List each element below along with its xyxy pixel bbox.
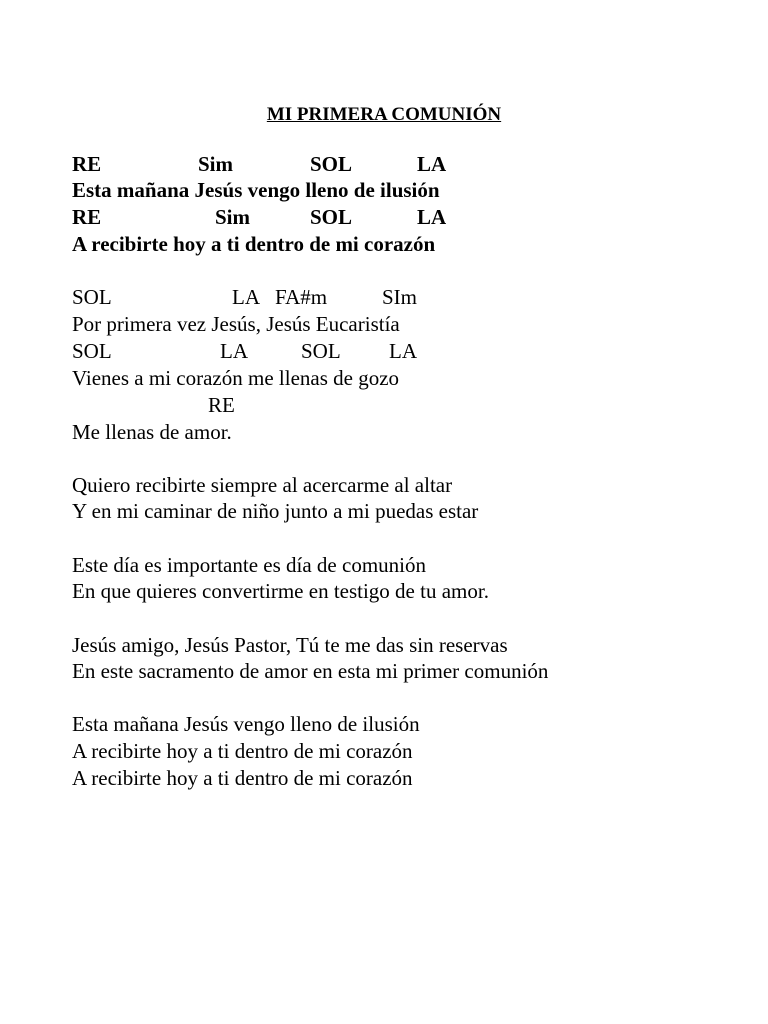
lyric-s3-l1: Quiero recibirte siempre al acercarme al altar [72, 473, 453, 497]
chord-v2-l1-2: LA [232, 285, 260, 309]
lyric-s6-l2: A recibirte hoy a ti dentro de mi corazón [72, 739, 413, 763]
lyric-v2-l3: Me llenas de amor. [72, 420, 232, 444]
song-title: MI PRIMERA COMUNIÓN [266, 104, 502, 125]
chord-v2-l1-4: SIm [382, 285, 418, 309]
lyric-s5-l1: Jesús amigo, Jesús Pastor, Tú te me das sin reservas [72, 633, 508, 657]
lyric-s3-l2: Y en mi caminar de niño junto a mi puedas estar [72, 499, 479, 523]
chord-v1-l1-4: LA [417, 152, 447, 176]
lyric-v1-l1: Esta mañana Jesús vengo lleno de ilusión [72, 178, 440, 202]
chord-v2-l2-2: LA [220, 339, 248, 363]
chord-v1-l1-2: Sim [198, 152, 234, 176]
lyric-v2-l2: Vienes a mi corazón me llenas de gozo [72, 366, 400, 390]
chord-v2-l1-3: FA#m [275, 285, 328, 309]
chord-v1-l1-3: SOL [310, 152, 353, 176]
chord-v1-l2-1: RE [72, 205, 102, 229]
chord-v2-l3-1: RE [208, 393, 235, 417]
chord-v1-l2-3: SOL [310, 205, 353, 229]
lyric-v1-l2: A recibirte hoy a ti dentro de mi corazón [72, 232, 436, 256]
lyric-s5-l2: En este sacramento de amor en esta mi primer comunión [72, 659, 549, 683]
chord-v1-l2-4: LA [417, 205, 447, 229]
lyric-v2-l1: Por primera vez Jesús, Jesús Eucaristía [72, 312, 400, 336]
chord-v2-l2-4: LA [389, 339, 417, 363]
lyric-s6-l1: Esta mañana Jesús vengo lleno de ilusión [72, 712, 420, 736]
lyric-s4-l1: Este día es importante es día de comunión [72, 553, 426, 577]
chord-v2-l1-1: SOL [72, 285, 112, 309]
chord-v2-l2-1: SOL [72, 339, 112, 363]
chord-v1-l2-2: Sim [215, 205, 251, 229]
chord-v2-l2-3: SOL [301, 339, 341, 363]
lyric-s4-l2: En que quieres convertirme en testigo de tu amor. [72, 579, 489, 603]
chord-v1-l1-1: RE [72, 152, 102, 176]
lyric-s6-l3: A recibirte hoy a ti dentro de mi corazón [72, 766, 413, 790]
